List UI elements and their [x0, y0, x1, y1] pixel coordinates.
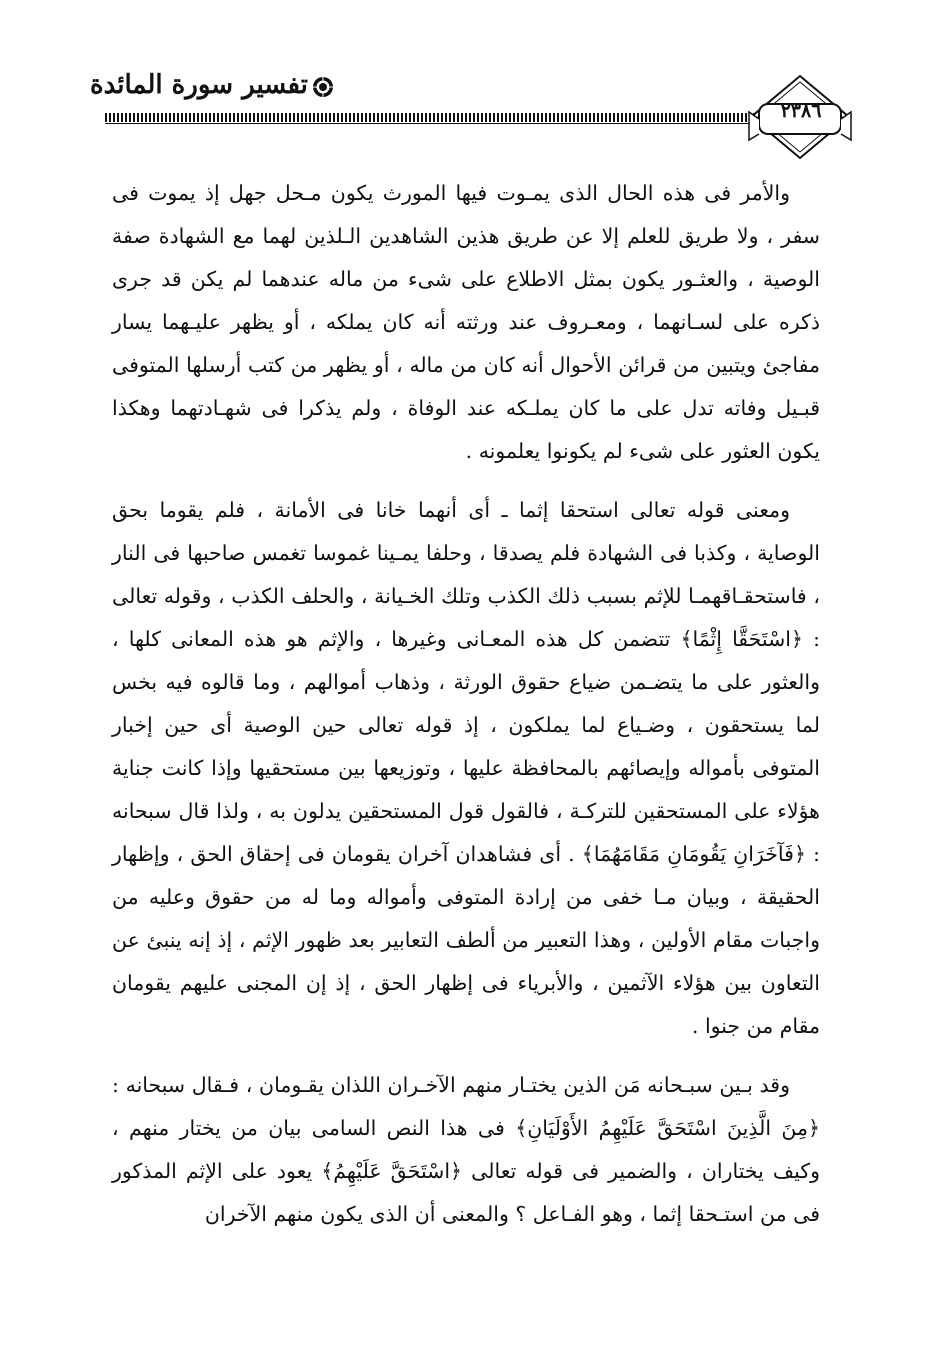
body-text: [112, 172, 820, 1252]
paragraph-1-text: والأمر فى هذه الحال الذى يمـوت فيها المورث يكون مـحل جهل إذ يموت فى سفر ، ولا طريق للعلم إلا عن طريق هذين الشاهدين الـلذين لهما مع الشهادة صفة الوصية ، والعثـور يكون بمثل الاطلاع على شىء من ماله عندهما لم يكن قد جرى ذكره على لسـانهما ، ومعـروف عند ورثته أنه كان يملكه ، أو يظهر عليـهما يسار مفاجئ ويتبين من قرائن الأحوال أنه كان من ماله ، أو يظهر من كتب أرسلها المتوفى قبـيل وفاته تدل على ما كان يملـكه عند الوفاة ، ولم يذكرا فى شهـادتهما وهكذا يكون العثور على شىء لم يكونوا يعلمونه .: [112, 181, 820, 463]
running-title: تفسير سورة المائدة: [90, 70, 308, 100]
page-number: ٢٣٨٦: [780, 100, 822, 122]
header-rule-line: [105, 123, 755, 124]
paragraph-2-text: ومعنى قوله تعالى استحقا إثما ـ أى أنهما خانا فى الأمانة ، فلم يقوما بحق الوصاية ، وكذبا فى الشهادة فلم يصدقا ، وحلفا يمـينا غموسا تغمس صاحبها فى النار ، فاستحقـاقهمـا للإثم بسبب ذلك الكذب وتلك الخـيانة ، والحلف الكذب ، وقوله تعالى : ﴿اسْتَحَقَّا إِثْمًا﴾ تتضمن كل هذه المعـانى وغيرها ، والإثم هو هذه المعانى كلها ، والعثور على ما يتضـمن ضياع حقوق الورثة ، وذهاب أموالهم ، وما قالوه فيه بخس لما يستحقون ، وضـياع لما يملكون ، إذ قوله تعالى حين الوصية أى حين إخبار المتوفى بأمواله وإيصائهم بالمحافظة عليها ، وتوزيعها بين مستحقيها وإذا كانت جناية هؤلاء على المستحقين للتركـة ، فالقول قول المستحقين يدلون به ، ولذا قال سبحانه : ﴿فَآخَرَانِ يَقُومَانِ مَقَامَهُمَا﴾ . أى فشاهدان آخران يقومان فى إحقاق الحق ، وإظهار الحقيقة ، وبيان مـا خفى من إرادة المتوفى وأمواله وما له من حقوق وعليه من واجبات مقام الأولين ، وهذا التعبير من ألطف التعابير بعد ظهور الإثم ، إذ إنه ينبئ عن التعاون بين هؤلاء الآثمين ، والأبرياء فى إظهار الحق ، إذ إن المجنى عليهم يقومان مقام من جنوا .: [112, 498, 820, 1038]
header-rule: [105, 113, 755, 122]
paragraph-3-text: وقد بـين سبـحانه مَن الذين يختـار منهم الآخـران اللذان يقـومان ، فـقال سبحانه : ﴿مِنَ الَّذِينَ اسْتَحَقَّ عَلَيْهِمُ الأَوْلَيَانِ﴾ فى هذا النص السامى بيان من يختار منهم ، وكيف يختاران ، والضمير فى قوله تعالى ﴿اسْتَحَقَّ عَلَيْهِمُ﴾ يعود على الإثم المذكور فى من استـحقا إثما ، وهو الفـاعل ؟ والمعنى أن الذى يكون منهم الآخران: [112, 1073, 820, 1226]
page-header: [90, 62, 850, 162]
paragraph-3: [112, 1064, 820, 1236]
paragraph-2: [112, 489, 820, 1048]
rosette-ornament-icon: [312, 76, 334, 98]
paragraph-1: [112, 172, 820, 473]
